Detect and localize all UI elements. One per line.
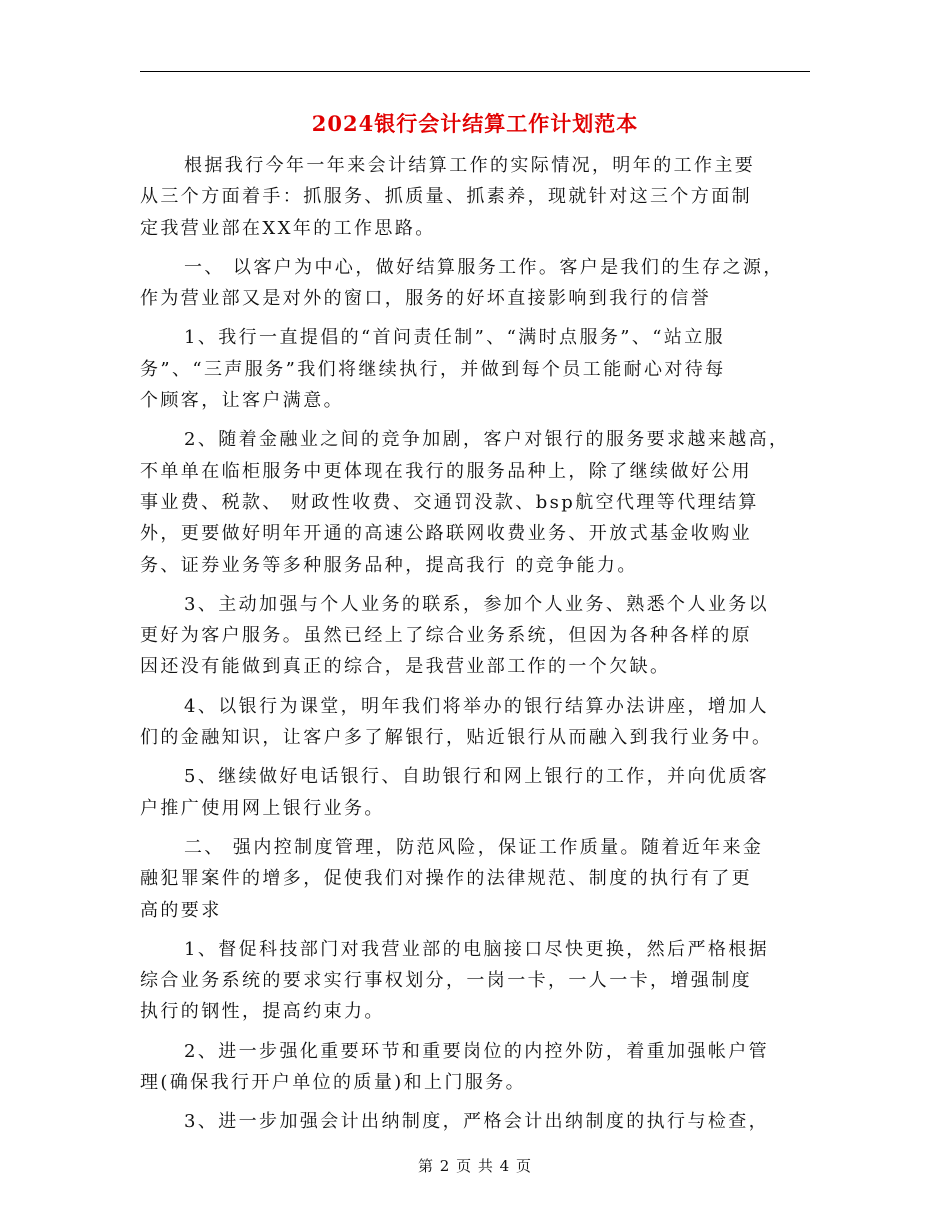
text-line: 2、随着金融业之间的竞争加剧，客户对银行的服务要求越来越高，: [184, 429, 790, 451]
paragraph: [140, 832, 810, 926]
text-line: 1、督促科技部门对我营业部的电脑接口尽快更换，然后严格根据: [184, 938, 770, 960]
text-line: 们的金融知识，让客户多了解银行，贴近银行从而融入到我行业务中。: [140, 727, 773, 749]
text-line: 更好为客户服务。虽然已经上了综合业务系统，但因为各种各样的原: [140, 625, 752, 647]
text-line: 因还没有能做到真正的综合，是我营业部工作的一个欠缺。: [140, 656, 671, 678]
text-line: 定我营业部在XX年的工作思路。: [140, 217, 436, 239]
text-line: 3、进一步加强会计出纳制度，严格会计出纳制度的执行与检查，: [184, 1111, 770, 1133]
text-line: 户推广使用网上银行业务。: [140, 797, 385, 819]
text-line: 外，更要做好明年开通的高速公路联网收费业务、开放式基金收购业: [140, 523, 752, 545]
paragraph: [140, 761, 810, 824]
paragraph: [140, 934, 810, 1028]
text-line: 综合业务系统的要求实行事权划分，一岗一卡，一人一卡，增强制度: [140, 970, 752, 992]
text-line: 一、 以客户为中心，做好结算服务工作。客户是我们的生存之源，: [184, 256, 784, 278]
document-title: 2024银行会计结算工作计划范本: [311, 111, 639, 136]
paragraph: [140, 1106, 810, 1137]
text-line: 根据我行今年一年来会计结算工作的实际情况，明年的工作主要: [184, 155, 756, 176]
page-footer: 第 2 页 共 4 页: [418, 1157, 532, 1175]
paragraph: [140, 589, 810, 683]
text-line: 不单单在临柜服务中更体现在我行的服务品种上，除了继续做好公用: [140, 460, 752, 482]
text-line: 4、以银行为课堂，明年我们将举办的银行结算办法讲座，增加人: [184, 695, 770, 717]
text-line: 执行的钢性，提高约束力。: [140, 1001, 385, 1023]
paragraph: [140, 1036, 810, 1099]
document-body: [140, 150, 810, 1146]
paragraph: [140, 322, 810, 416]
paragraph: [140, 252, 810, 315]
text-line: 从三个方面着手：抓服务、抓质量、抓素养，现就针对这三个方面制: [140, 186, 752, 208]
paragraph: [140, 691, 810, 754]
text-line: 3、主动加强与个人业务的联系，参加个人业务、熟悉个人业务以: [184, 593, 770, 615]
text-line: 务、证券业务等多种服务品种，提高我行 的竞争能力。: [140, 554, 638, 576]
text-line: 高的要求: [140, 899, 222, 921]
text-line: 1、我行一直提倡的“首问责任制”、“满时点服务”、“站立服: [184, 327, 726, 349]
text-line: 个顾客，让客户满意。: [140, 390, 344, 412]
header-rule: [140, 71, 810, 72]
paragraph: [140, 424, 810, 580]
text-line: 作为营业部又是对外的窗口，服务的好坏直接影响到我行的信誉: [140, 288, 712, 310]
text-line: 事业费、税款、 财政性收费、交通罚没款、bsp航空代理等代理结算: [140, 491, 759, 513]
text-line: 融犯罪案件的增多，促使我们对操作的法律规范、制度的执行有了更: [140, 868, 752, 890]
text-line: 务”、“三声服务”我们将继续执行，并做到每个员工能耐心对待每: [140, 358, 726, 380]
text-line: 5、继续做好电话银行、自助银行和网上银行的工作，并向优质客: [184, 766, 770, 788]
text-line: 2、进一步强化重要环节和重要岗位的内控外防，着重加强帐户管: [184, 1040, 770, 1062]
paragraph: [140, 150, 810, 244]
text-line: 二、 强内控制度管理，防范风险，保证工作质量。随着近年来金: [184, 836, 764, 858]
text-line: 理(确保我行开户单位的质量)和上门服务。: [140, 1072, 527, 1094]
